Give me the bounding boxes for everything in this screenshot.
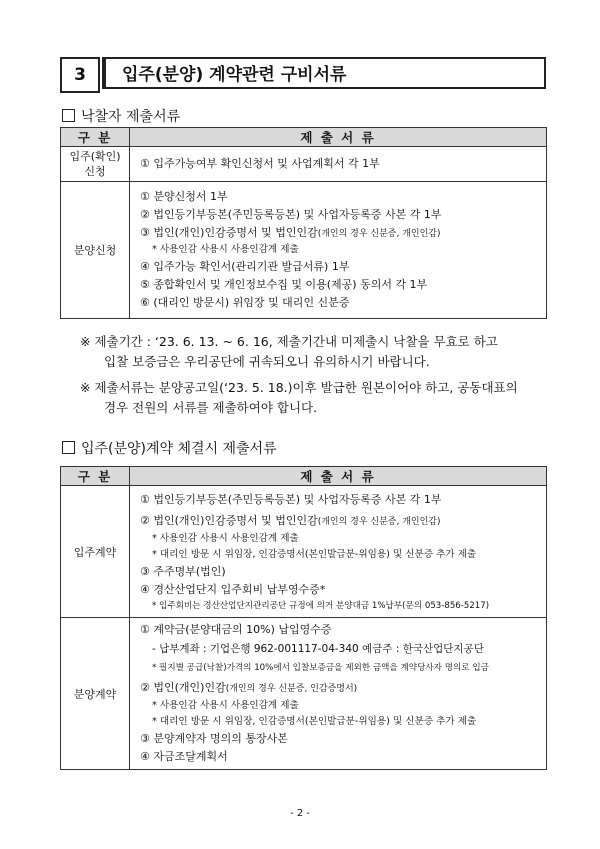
row-items [130,486,547,618]
note-line: ※ 제출기간 : ‘23. 6. 13. ~ 6. 16, 제출기간내 미제출시 낙찰을 무효로 하고 [80,334,498,349]
doc-item: ⑤ 종합확인서 및 개인정보수집 및 이용(제공) 동의서 각 1부 [140,278,428,291]
doc-note: * 사용인감 사용시 사용인감계 제출 [152,244,299,255]
page-number: - 2 - [290,808,310,819]
doc-item: ④ 자금조달계획서 [140,750,228,763]
checkbox-square-icon [62,441,75,454]
row-items [130,182,547,319]
row-category: 분양신청 [61,182,130,319]
row-items [130,618,547,770]
row-category: 입주계약 [61,486,130,618]
part1-heading-text: 낙찰자 제출서류 [81,109,181,125]
doc-item: ② 법인(개인)인감(개인의 경우 신분증, 인감증명서) [140,681,358,694]
doc-note: * 대리인 방문 시 위임장, 인감증명서(본인발급분-위임용) 및 신분증 추가 제출 [152,549,477,560]
table-header-category: 구 분 [61,128,130,147]
doc-item: ④ 경산산업단지 입주회비 납부영수증* [140,583,326,596]
table-row [61,618,547,770]
doc-item: ① 입주가능여부 확인신청서 및 사업계획서 각 1부 [140,157,380,170]
part2-table [60,466,547,770]
doc-item: ② 법인(개인)인감증명서 및 법인인감(개인의 경우 신분증, 개인인감) [140,514,441,527]
submission-note-2 [80,378,518,418]
row-items [130,147,547,182]
doc-note: * 사용인감 사용시 사용인감계 제출 [152,533,299,544]
table-row [61,147,547,182]
part2-heading [62,438,277,458]
category-label: 입주(확인) 신청 [69,150,121,178]
submission-note-1 [80,332,498,372]
doc-note: * 필지별 공급(낙찰)가격의 10%에서 입찰보증금을 제외한 금액을 계약당사자 명의로 입금 [152,663,489,673]
doc-item: ① 분양신청서 1부 [140,190,228,203]
doc-item: ① 법인등기부등본(주민등록등본) 및 사업자등록증 사본 각 1부 [140,493,442,506]
part1-table [60,127,547,319]
doc-item: ③ 분양계약자 명의의 통장사본 [140,732,288,745]
part1-heading [62,106,180,126]
doc-item: ⑥ (대리인 방문시) 위임장 및 대리인 신분증 [140,296,350,309]
section-title: 입주(분양) 계약관련 구비서류 [102,57,546,89]
table-row [61,486,547,618]
table-header-docs: 제 출 서 류 [130,128,547,147]
section-number: 3 [60,57,100,93]
table-header-category: 구 분 [61,467,130,486]
table-header-docs: 제 출 서 류 [130,467,547,486]
note-line: 경우 전원의 서류를 제출하여야 합니다. [104,400,318,415]
row-category [61,147,130,182]
doc-item: ③ 법인(개인)인감증명서 및 법인인감(개인의 경우 신분증, 개인인감) [140,226,441,239]
doc-note: * 사용인감 사용시 사용인감계 제출 [152,700,299,711]
checkbox-square-icon [62,109,75,122]
doc-item: ④ 입주가능 확인서(관리기관 발급서류) 1부 [140,260,350,273]
row-category: 분양계약 [61,618,130,770]
note-line: 입찰 보증금은 우리공단에 귀속되오니 유의하시기 바랍니다. [104,354,430,369]
doc-note: * 대리인 방문 시 위임장, 인감증명서(본인발급분-위임용) 및 신분증 추가 제출 [152,716,477,727]
doc-note: * 입주회비는 경산산업단지관리공단 규정에 의거 분양대금 1%납부(문의 053-856-5217) [152,601,490,611]
note-line: ※ 제출서류는 분양공고일(‘23. 5. 18.)이후 발급한 원본이어야 하고, 공동대표의 [80,380,518,395]
part2-heading-text: 입주(분양)계약 체결시 제출서류 [81,441,277,457]
payment-account: - 납부계좌 : 기업은행 962-001117-04-340 예금주 : 한국산업단지공단 [152,643,484,655]
doc-item: ③ 주주명부(법인) [140,565,226,578]
table-row [61,182,547,319]
doc-item: ② 법인등기부등본(주민등록등본) 및 사업자등록증 사본 각 1부 [140,208,442,221]
doc-item: ① 계약금(분양대금의 10%) 납입영수증 [140,623,332,636]
